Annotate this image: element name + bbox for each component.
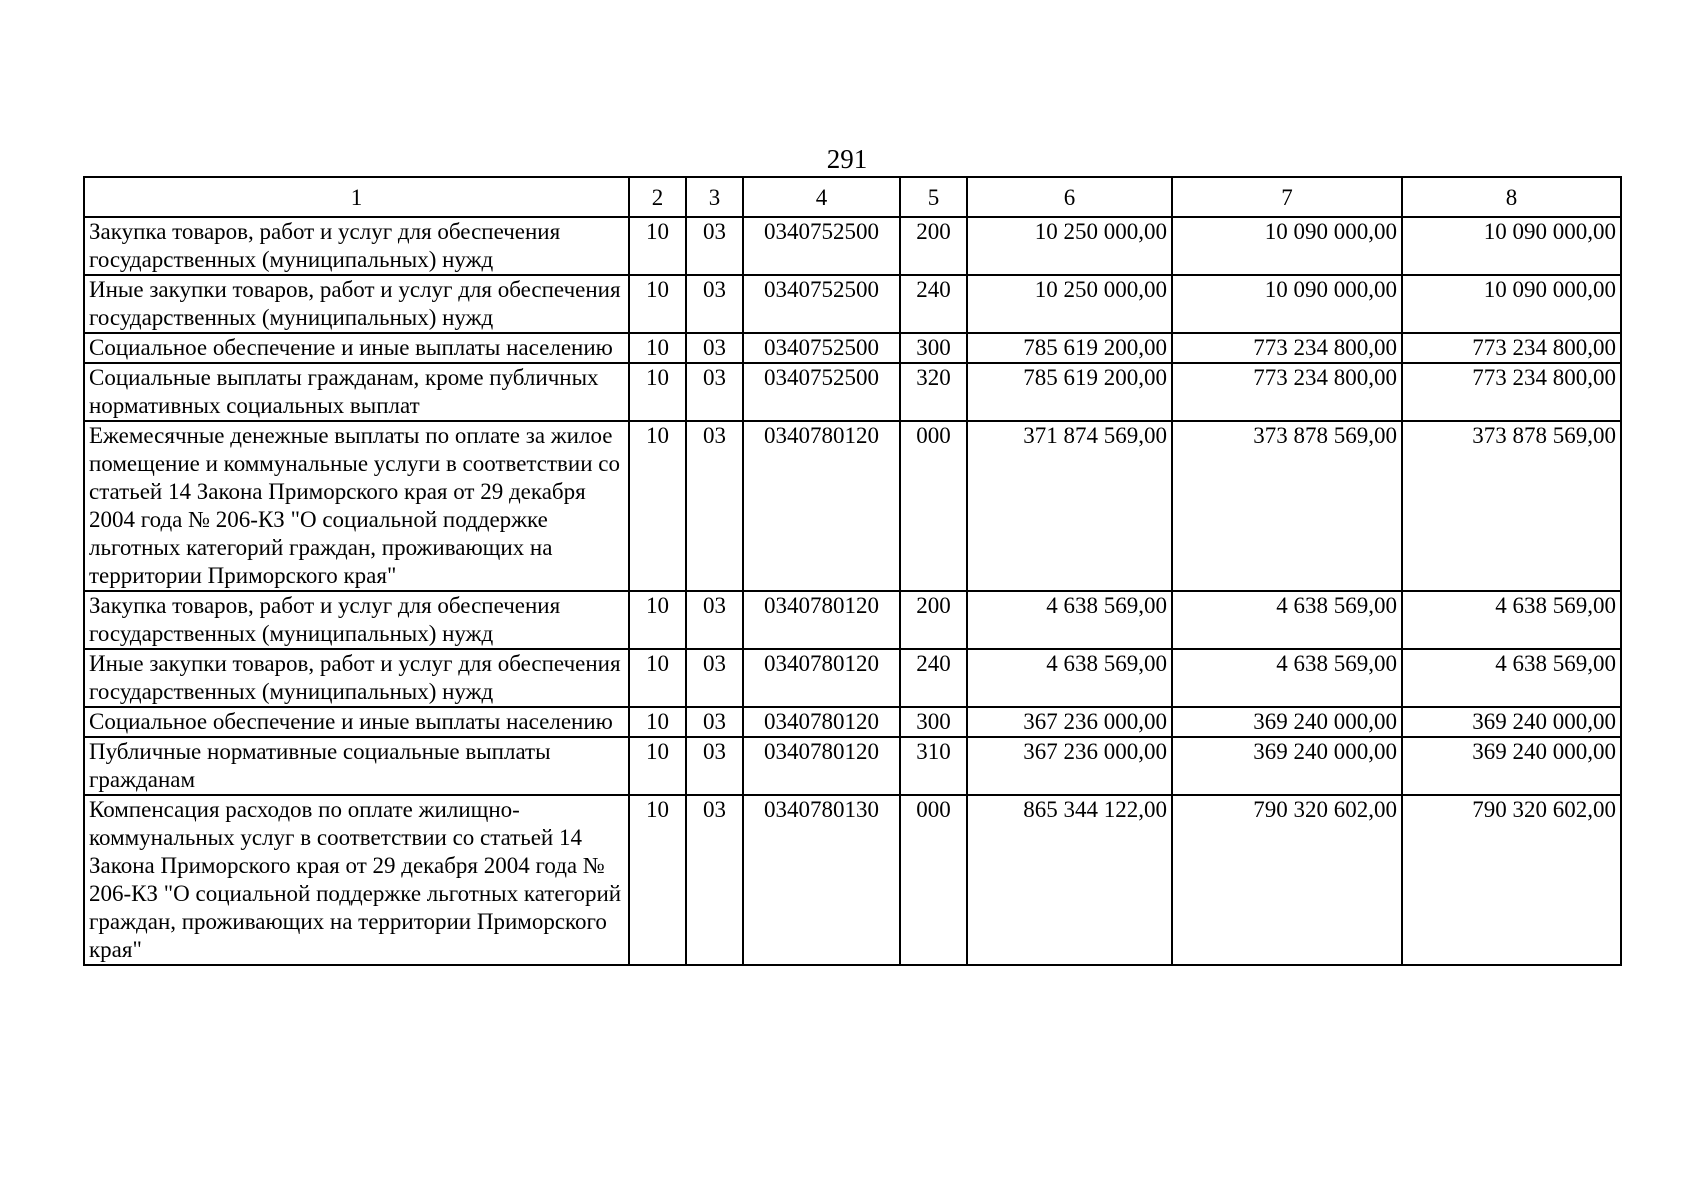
target-article-cell: 0340752500 [743, 333, 900, 363]
amount-col7-cell: 369 240 000,00 [1172, 737, 1402, 795]
row-name-cell: Социальное обеспечение и иные выплаты населению [84, 707, 629, 737]
amount-col7-cell: 4 638 569,00 [1172, 649, 1402, 707]
amount-col7-cell: 790 320 602,00 [1172, 795, 1402, 965]
target-article-cell: 0340780120 [743, 737, 900, 795]
table-row [84, 421, 1621, 591]
target-article-cell: 0340780120 [743, 591, 900, 649]
row-name-cell: Закупка товаров, работ и услуг для обеспечения государственных (муниципальных) нужд [84, 217, 629, 275]
amount-col8-cell: 773 234 800,00 [1402, 363, 1621, 421]
expense-type-cell: 200 [900, 591, 967, 649]
column-header: 5 [900, 177, 967, 217]
expense-type-cell: 310 [900, 737, 967, 795]
page-number-text: 291 [826, 144, 868, 174]
amount-col8-cell: 369 240 000,00 [1402, 707, 1621, 737]
budget-table [83, 176, 1622, 966]
subsection-code-cell: 03 [686, 737, 743, 795]
expense-type-cell: 300 [900, 333, 967, 363]
expense-type-cell: 000 [900, 421, 967, 591]
section-code-cell: 10 [629, 363, 686, 421]
section-code-cell: 10 [629, 591, 686, 649]
subsection-code-cell: 03 [686, 333, 743, 363]
amount-col7-cell: 373 878 569,00 [1172, 421, 1402, 591]
expense-type-cell: 320 [900, 363, 967, 421]
subsection-code-cell: 03 [686, 421, 743, 591]
amount-col8-cell: 773 234 800,00 [1402, 333, 1621, 363]
target-article-cell: 0340752500 [743, 363, 900, 421]
amount-col6-cell: 367 236 000,00 [967, 707, 1172, 737]
target-article-cell: 0340780120 [743, 707, 900, 737]
amount-col6-cell: 10 250 000,00 [967, 275, 1172, 333]
section-code-cell: 10 [629, 333, 686, 363]
section-code-cell: 10 [629, 649, 686, 707]
row-name-cell: Иные закупки товаров, работ и услуг для обеспечения государственных (муниципальных) нужд [84, 649, 629, 707]
amount-col8-cell: 10 090 000,00 [1402, 275, 1621, 333]
row-name-cell: Ежемесячные денежные выплаты по оплате за жилое помещение и коммунальные услуги в соответствии со статьей 14 Закона Приморского края от 29 декабря 2004 года № 206-КЗ "О социальной поддержке льготных категорий граждан, проживающих на территории Приморского края" [84, 421, 629, 591]
table-body [84, 217, 1621, 965]
section-code-cell: 10 [629, 707, 686, 737]
expense-type-cell: 200 [900, 217, 967, 275]
table-row [84, 707, 1621, 737]
amount-col6-cell: 367 236 000,00 [967, 737, 1172, 795]
table-header-row [84, 177, 1621, 217]
table-row [84, 217, 1621, 275]
row-name-cell: Публичные нормативные социальные выплаты гражданам [84, 737, 629, 795]
target-article-cell: 0340780120 [743, 649, 900, 707]
amount-col6-cell: 865 344 122,00 [967, 795, 1172, 965]
amount-col6-cell: 4 638 569,00 [967, 649, 1172, 707]
target-article-cell: 0340780130 [743, 795, 900, 965]
table-row [84, 275, 1621, 333]
subsection-code-cell: 03 [686, 217, 743, 275]
table-row [84, 795, 1621, 965]
column-header: 7 [1172, 177, 1402, 217]
section-code-cell: 10 [629, 217, 686, 275]
amount-col8-cell: 369 240 000,00 [1402, 737, 1621, 795]
amount-col6-cell: 10 250 000,00 [967, 217, 1172, 275]
amount-col8-cell: 4 638 569,00 [1402, 591, 1621, 649]
amount-col8-cell: 4 638 569,00 [1402, 649, 1621, 707]
amount-col8-cell: 10 090 000,00 [1402, 217, 1621, 275]
table-row [84, 591, 1621, 649]
subsection-code-cell: 03 [686, 363, 743, 421]
expense-type-cell: 240 [900, 649, 967, 707]
column-header: 6 [967, 177, 1172, 217]
expense-type-cell: 240 [900, 275, 967, 333]
subsection-code-cell: 03 [686, 795, 743, 965]
table-row [84, 333, 1621, 363]
column-header: 4 [743, 177, 900, 217]
expense-type-cell: 000 [900, 795, 967, 965]
column-header: 3 [686, 177, 743, 217]
amount-col6-cell: 785 619 200,00 [967, 333, 1172, 363]
section-code-cell: 10 [629, 275, 686, 333]
table-row [84, 737, 1621, 795]
table-row [84, 363, 1621, 421]
amount-col7-cell: 773 234 800,00 [1172, 333, 1402, 363]
row-name-cell: Закупка товаров, работ и услуг для обеспечения государственных (муниципальных) нужд [84, 591, 629, 649]
amount-col8-cell: 373 878 569,00 [1402, 421, 1621, 591]
section-code-cell: 10 [629, 737, 686, 795]
target-article-cell: 0340780120 [743, 421, 900, 591]
amount-col7-cell: 10 090 000,00 [1172, 275, 1402, 333]
subsection-code-cell: 03 [686, 649, 743, 707]
table-row [84, 649, 1621, 707]
column-header: 2 [629, 177, 686, 217]
subsection-code-cell: 03 [686, 707, 743, 737]
amount-col6-cell: 785 619 200,00 [967, 363, 1172, 421]
section-code-cell: 10 [629, 795, 686, 965]
section-code-cell: 10 [629, 421, 686, 591]
row-name-cell: Компенсация расходов по оплате жилищно-коммунальных услуг в соответствии со статьей 14 Закона Приморского края от 29 декабря 2004 года № 206-КЗ "О социальной поддержке льготных категорий граждан, проживающих на территории Приморского края" [84, 795, 629, 965]
amount-col7-cell: 773 234 800,00 [1172, 363, 1402, 421]
amount-col6-cell: 4 638 569,00 [967, 591, 1172, 649]
row-name-cell: Иные закупки товаров, работ и услуг для обеспечения государственных (муниципальных) нужд [84, 275, 629, 333]
target-article-cell: 0340752500 [743, 275, 900, 333]
amount-col7-cell: 10 090 000,00 [1172, 217, 1402, 275]
amount-col7-cell: 4 638 569,00 [1172, 591, 1402, 649]
amount-col7-cell: 369 240 000,00 [1172, 707, 1402, 737]
amount-col8-cell: 790 320 602,00 [1402, 795, 1621, 965]
page-number [0, 144, 1698, 174]
column-header: 1 [84, 177, 629, 217]
column-header: 8 [1402, 177, 1621, 217]
target-article-cell: 0340752500 [743, 217, 900, 275]
subsection-code-cell: 03 [686, 275, 743, 333]
row-name-cell: Социальные выплаты гражданам, кроме публичных нормативных социальных выплат [84, 363, 629, 421]
expense-type-cell: 300 [900, 707, 967, 737]
row-name-cell: Социальное обеспечение и иные выплаты населению [84, 333, 629, 363]
subsection-code-cell: 03 [686, 591, 743, 649]
amount-col6-cell: 371 874 569,00 [967, 421, 1172, 591]
